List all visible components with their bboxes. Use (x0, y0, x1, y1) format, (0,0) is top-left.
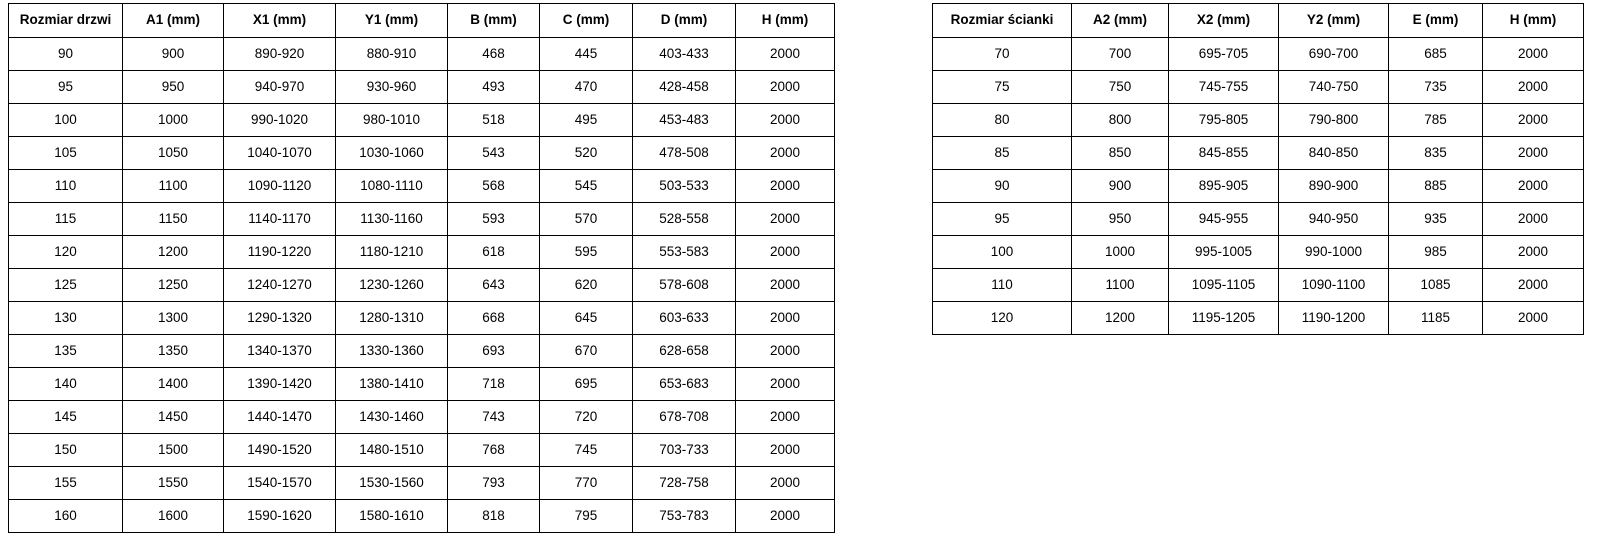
table-cell: 115 (9, 203, 123, 236)
table-cell: 130 (9, 302, 123, 335)
walls-column-header: X2 (mm) (1169, 4, 1279, 38)
table-row (9, 434, 835, 467)
table-cell: 690-700 (1279, 38, 1389, 71)
doors-column-header: X1 (mm) (224, 4, 336, 38)
table-cell: 790-800 (1279, 104, 1389, 137)
table-cell: 140 (9, 368, 123, 401)
table-cell: 1290-1320 (224, 302, 336, 335)
table-cell: 90 (9, 38, 123, 71)
table-row (9, 335, 835, 368)
doors-column-header: H (mm) (736, 4, 835, 38)
table-cell: 1550 (123, 467, 224, 500)
table-cell: 160 (9, 500, 123, 533)
table-cell: 628-658 (633, 335, 736, 368)
table-cell: 1100 (1072, 269, 1169, 302)
table-cell: 1030-1060 (336, 137, 448, 170)
table-cell: 1100 (123, 170, 224, 203)
table-cell: 543 (448, 137, 540, 170)
table-cell: 845-855 (1169, 137, 1279, 170)
table-cell: 493 (448, 71, 540, 104)
table-cell: 2000 (736, 467, 835, 500)
table-cell: 1280-1310 (336, 302, 448, 335)
table-cell: 1380-1410 (336, 368, 448, 401)
table-cell: 840-850 (1279, 137, 1389, 170)
table-cell: 1300 (123, 302, 224, 335)
table-cell: 2000 (736, 368, 835, 401)
table-cell: 1000 (1072, 236, 1169, 269)
table-cell: 100 (933, 236, 1072, 269)
table-row (933, 302, 1584, 335)
table-cell: 1440-1470 (224, 401, 336, 434)
table-cell: 2000 (1483, 302, 1584, 335)
table-cell: 528-558 (633, 203, 736, 236)
table-cell: 2000 (1483, 104, 1584, 137)
table-row (9, 170, 835, 203)
table-cell: 1450 (123, 401, 224, 434)
table-cell: 470 (540, 71, 633, 104)
table-cell: 1050 (123, 137, 224, 170)
table-cell: 980-1010 (336, 104, 448, 137)
table-cell: 2000 (736, 401, 835, 434)
table-cell: 990-1020 (224, 104, 336, 137)
table-cell: 120 (9, 236, 123, 269)
table-cell: 668 (448, 302, 540, 335)
doors-column-header: Y1 (mm) (336, 4, 448, 38)
doors-dimensions-table (8, 3, 835, 533)
table-cell: 990-1000 (1279, 236, 1389, 269)
table-cell: 950 (1072, 203, 1169, 236)
table-cell: 80 (933, 104, 1072, 137)
table-cell: 735 (1389, 71, 1483, 104)
table-cell: 1130-1160 (336, 203, 448, 236)
table-cell: 593 (448, 203, 540, 236)
table-cell: 105 (9, 137, 123, 170)
walls-column-header: Rozmiar ścianki (933, 4, 1072, 38)
table-cell: 745-755 (1169, 71, 1279, 104)
table-cell: 1085 (1389, 269, 1483, 302)
table-cell: 75 (933, 71, 1072, 104)
table-cell: 1150 (123, 203, 224, 236)
table-cell: 478-508 (633, 137, 736, 170)
table-row (933, 71, 1584, 104)
walls-column-header: E (mm) (1389, 4, 1483, 38)
table-cell: 770 (540, 467, 633, 500)
table-cell: 95 (9, 71, 123, 104)
table-cell: 2000 (1483, 38, 1584, 71)
table-cell: 930-960 (336, 71, 448, 104)
doors-column-header: Rozmiar drzwi (9, 4, 123, 38)
table-cell: 1090-1100 (1279, 269, 1389, 302)
table-cell: 2000 (736, 335, 835, 368)
table-row (9, 368, 835, 401)
table-cell: 850 (1072, 137, 1169, 170)
table-row (933, 38, 1584, 71)
table-cell: 428-458 (633, 71, 736, 104)
table-cell: 1350 (123, 335, 224, 368)
table-cell: 1250 (123, 269, 224, 302)
table-cell: 1430-1460 (336, 401, 448, 434)
table-cell: 135 (9, 335, 123, 368)
table-cell: 2000 (736, 236, 835, 269)
walls-column-header: H (mm) (1483, 4, 1584, 38)
table-row (9, 137, 835, 170)
table-row (933, 203, 1584, 236)
table-cell: 1190-1220 (224, 236, 336, 269)
table-cell: 728-758 (633, 467, 736, 500)
table-row (9, 203, 835, 236)
table-cell: 70 (933, 38, 1072, 71)
table-cell: 645 (540, 302, 633, 335)
table-cell: 750 (1072, 71, 1169, 104)
table-cell: 950 (123, 71, 224, 104)
table-cell: 445 (540, 38, 633, 71)
table-cell: 155 (9, 467, 123, 500)
table-cell: 900 (123, 38, 224, 71)
table-cell: 880-910 (336, 38, 448, 71)
doors-dimensions-table-container (8, 3, 835, 533)
table-row (9, 38, 835, 71)
table-cell: 693 (448, 335, 540, 368)
table-cell: 895-905 (1169, 170, 1279, 203)
table-cell: 603-633 (633, 302, 736, 335)
table-cell: 935 (1389, 203, 1483, 236)
table-cell: 2000 (736, 38, 835, 71)
table-cell: 720 (540, 401, 633, 434)
table-cell: 2000 (1483, 236, 1584, 269)
table-cell: 1390-1420 (224, 368, 336, 401)
table-cell: 95 (933, 203, 1072, 236)
table-cell: 1140-1170 (224, 203, 336, 236)
table-cell: 835 (1389, 137, 1483, 170)
table-cell: 1500 (123, 434, 224, 467)
table-cell: 110 (933, 269, 1072, 302)
table-cell: 568 (448, 170, 540, 203)
table-cell: 2000 (1483, 269, 1584, 302)
doors-column-header: A1 (mm) (123, 4, 224, 38)
table-cell: 890-900 (1279, 170, 1389, 203)
table-cell: 125 (9, 269, 123, 302)
table-cell: 718 (448, 368, 540, 401)
table-cell: 795-805 (1169, 104, 1279, 137)
table-cell: 940-970 (224, 71, 336, 104)
table-row (933, 137, 1584, 170)
table-cell: 685 (1389, 38, 1483, 71)
table-cell: 1540-1570 (224, 467, 336, 500)
table-row (9, 467, 835, 500)
table-row (933, 170, 1584, 203)
table-cell: 120 (933, 302, 1072, 335)
table-cell: 453-483 (633, 104, 736, 137)
table-cell: 793 (448, 467, 540, 500)
table-cell: 945-955 (1169, 203, 1279, 236)
table-cell: 1480-1510 (336, 434, 448, 467)
table-cell: 2000 (736, 434, 835, 467)
table-header-row (9, 4, 835, 38)
table-cell: 1580-1610 (336, 500, 448, 533)
table-cell: 2000 (736, 104, 835, 137)
table-cell: 1190-1200 (1279, 302, 1389, 335)
table-cell: 1185 (1389, 302, 1483, 335)
table-cell: 1340-1370 (224, 335, 336, 368)
walls-column-header: Y2 (mm) (1279, 4, 1389, 38)
table-cell: 1180-1210 (336, 236, 448, 269)
table-cell: 940-950 (1279, 203, 1389, 236)
table-cell: 100 (9, 104, 123, 137)
table-cell: 1040-1070 (224, 137, 336, 170)
table-cell: 518 (448, 104, 540, 137)
table-cell: 670 (540, 335, 633, 368)
table-cell: 1000 (123, 104, 224, 137)
table-cell: 495 (540, 104, 633, 137)
walls-dimensions-table-container (932, 3, 1584, 335)
table-cell: 2000 (1483, 137, 1584, 170)
table-cell: 653-683 (633, 368, 736, 401)
table-cell: 740-750 (1279, 71, 1389, 104)
table-row (9, 269, 835, 302)
table-cell: 678-708 (633, 401, 736, 434)
table-row (9, 500, 835, 533)
table-cell: 985 (1389, 236, 1483, 269)
table-row (933, 104, 1584, 137)
table-cell: 595 (540, 236, 633, 269)
table-cell: 2000 (736, 269, 835, 302)
table-cell: 1080-1110 (336, 170, 448, 203)
table-cell: 700 (1072, 38, 1169, 71)
table-cell: 110 (9, 170, 123, 203)
table-cell: 1530-1560 (336, 467, 448, 500)
table-cell: 643 (448, 269, 540, 302)
table-cell: 1195-1205 (1169, 302, 1279, 335)
table-cell: 2000 (1483, 71, 1584, 104)
table-cell: 695 (540, 368, 633, 401)
table-cell: 1090-1120 (224, 170, 336, 203)
table-cell: 545 (540, 170, 633, 203)
table-cell: 578-608 (633, 269, 736, 302)
table-cell: 2000 (736, 71, 835, 104)
table-cell: 1095-1105 (1169, 269, 1279, 302)
table-cell: 85 (933, 137, 1072, 170)
table-cell: 995-1005 (1169, 236, 1279, 269)
doors-column-header: B (mm) (448, 4, 540, 38)
table-cell: 1400 (123, 368, 224, 401)
table-cell: 2000 (1483, 203, 1584, 236)
table-header-row (933, 4, 1584, 38)
table-cell: 1200 (1072, 302, 1169, 335)
table-cell: 403-433 (633, 38, 736, 71)
table-row (9, 104, 835, 137)
table-cell: 553-583 (633, 236, 736, 269)
table-cell: 90 (933, 170, 1072, 203)
table-cell: 800 (1072, 104, 1169, 137)
table-row (9, 401, 835, 434)
table-cell: 885 (1389, 170, 1483, 203)
table-cell: 145 (9, 401, 123, 434)
table-row (9, 302, 835, 335)
table-row (9, 71, 835, 104)
table-cell: 743 (448, 401, 540, 434)
table-cell: 890-920 (224, 38, 336, 71)
table-cell: 745 (540, 434, 633, 467)
table-cell: 2000 (736, 500, 835, 533)
table-cell: 1200 (123, 236, 224, 269)
table-cell: 1330-1360 (336, 335, 448, 368)
table-cell: 2000 (736, 170, 835, 203)
table-cell: 695-705 (1169, 38, 1279, 71)
table-cell: 618 (448, 236, 540, 269)
table-cell: 520 (540, 137, 633, 170)
table-cell: 785 (1389, 104, 1483, 137)
table-cell: 768 (448, 434, 540, 467)
table-cell: 2000 (736, 137, 835, 170)
table-cell: 503-533 (633, 170, 736, 203)
table-cell: 1590-1620 (224, 500, 336, 533)
table-cell: 620 (540, 269, 633, 302)
doors-column-header: C (mm) (540, 4, 633, 38)
table-row (933, 269, 1584, 302)
table-cell: 818 (448, 500, 540, 533)
table-cell: 1600 (123, 500, 224, 533)
table-cell: 1230-1260 (336, 269, 448, 302)
table-cell: 1490-1520 (224, 434, 336, 467)
table-cell: 468 (448, 38, 540, 71)
table-cell: 150 (9, 434, 123, 467)
table-cell: 900 (1072, 170, 1169, 203)
table-cell: 2000 (1483, 170, 1584, 203)
table-cell: 570 (540, 203, 633, 236)
walls-dimensions-table (932, 3, 1584, 335)
doors-column-header: D (mm) (633, 4, 736, 38)
table-row (9, 236, 835, 269)
walls-column-header: A2 (mm) (1072, 4, 1169, 38)
table-row (933, 236, 1584, 269)
table-cell: 795 (540, 500, 633, 533)
table-cell: 703-733 (633, 434, 736, 467)
table-cell: 1240-1270 (224, 269, 336, 302)
table-cell: 2000 (736, 302, 835, 335)
table-cell: 753-783 (633, 500, 736, 533)
table-cell: 2000 (736, 203, 835, 236)
